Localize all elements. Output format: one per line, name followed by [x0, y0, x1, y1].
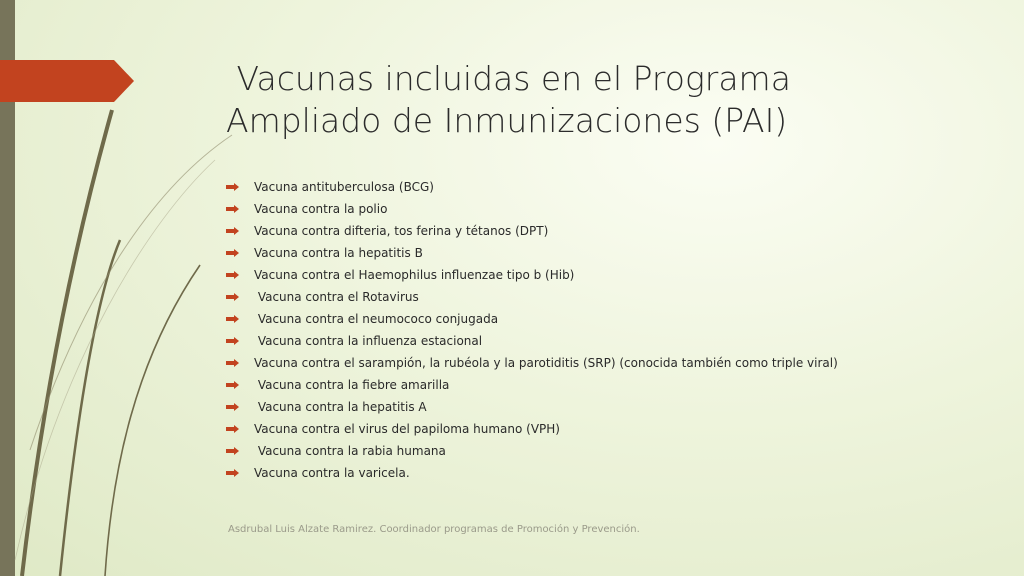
list-item-label: Vacuna contra la rabia humana — [254, 444, 446, 458]
bullet-arrow-icon — [226, 425, 239, 433]
bullet-arrow-icon — [226, 183, 239, 191]
list-item — [226, 352, 926, 374]
list-item-label: Vacuna contra la polio — [254, 202, 388, 216]
footer-credit: Asdrubal Luis Alzate Ramirez. Coordinador programas de Promoción y Prevención. — [228, 524, 640, 535]
list-item — [226, 220, 926, 242]
bullet-arrow-icon — [226, 359, 239, 367]
bullet-arrow-icon — [226, 293, 239, 301]
list-item-label: Vacuna contra la hepatitis B — [254, 246, 423, 260]
list-item — [226, 418, 926, 440]
list-item — [226, 396, 926, 418]
list-item — [226, 198, 926, 220]
bullet-arrow-icon — [226, 249, 239, 257]
list-item-label: Vacuna contra el Rotavirus — [254, 290, 419, 304]
bullet-arrow-icon — [226, 469, 239, 477]
list-item-label: Vacuna contra el neumococo conjugada — [254, 312, 499, 326]
list-item-label: Vacuna contra el Haemophilus influenzae tipo b (Hib) — [254, 268, 575, 282]
bullet-arrow-icon — [226, 381, 239, 389]
title-line-1: Vacunas incluidas en el Programa — [226, 59, 791, 98]
list-item — [226, 286, 926, 308]
list-item — [226, 462, 926, 484]
bullet-arrow-icon — [226, 205, 239, 213]
list-item-label: Vacuna contra la hepatitis A — [254, 400, 427, 414]
bullet-arrow-icon — [226, 447, 239, 455]
slide-title — [226, 58, 906, 142]
list-item — [226, 374, 926, 396]
list-item — [226, 176, 926, 198]
list-item-label: Vacuna contra la influenza estacional — [254, 334, 483, 348]
list-item-label: Vacuna contra la fiebre amarilla — [254, 378, 450, 392]
vaccine-list — [226, 176, 926, 484]
bullet-arrow-icon — [226, 315, 239, 323]
list-item — [226, 440, 926, 462]
list-item-label: Vacuna contra el sarampión, la rubéola y la parotiditis (SRP) (conocida también como triple viral) — [254, 356, 838, 370]
bullet-arrow-icon — [226, 337, 239, 345]
list-item — [226, 264, 926, 286]
list-item — [226, 330, 926, 352]
list-item — [226, 242, 926, 264]
title-line-2: Ampliado de Inmunizaciones (PAI) — [226, 101, 788, 140]
list-item-label: Vacuna contra difteria, tos ferina y tétanos (DPT) — [254, 224, 549, 238]
list-item-label: Vacuna antituberculosa (BCG) — [254, 180, 434, 194]
list-item-label: Vacuna contra el virus del papiloma humano (VPH) — [254, 422, 560, 436]
accent-arrow-tab — [0, 60, 134, 102]
list-item — [226, 308, 926, 330]
list-item-label: Vacuna contra la varicela. — [254, 466, 410, 480]
bullet-arrow-icon — [226, 227, 239, 235]
bullet-arrow-icon — [226, 403, 239, 411]
bullet-arrow-icon — [226, 271, 239, 279]
